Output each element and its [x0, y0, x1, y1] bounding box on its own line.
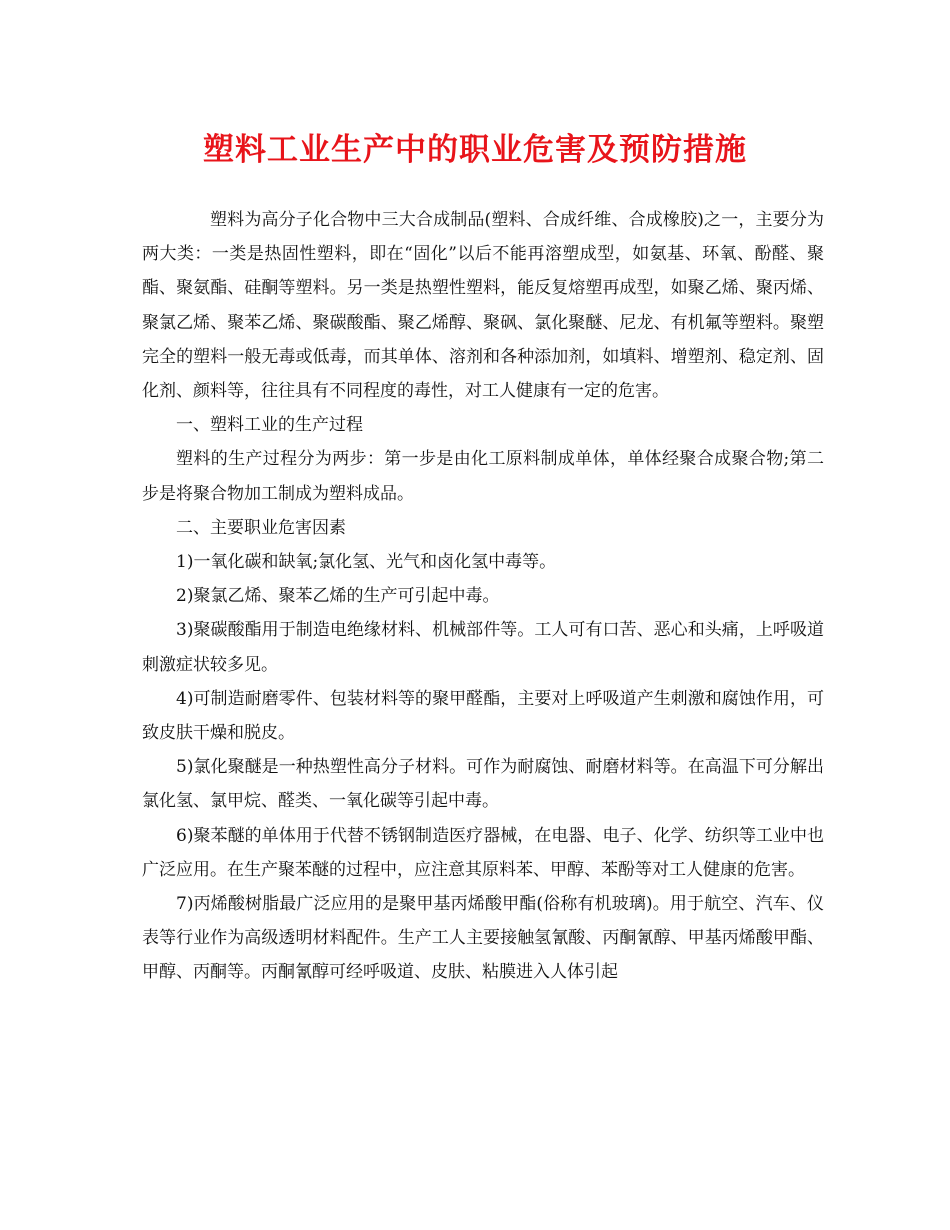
hazard-item-3: 3)聚碳酸酯用于制造电绝缘材料、机械部件等。工人可有口苦、恶心和头痛，上呼吸道刺激症状较多见。: [142, 620, 824, 675]
hazard-item-1: 1)一氧化碳和缺氧;氯化氢、光气和卤化氢中毒等。: [176, 552, 557, 573]
hazard-item-4: 4)可制造耐磨零件、包装材料等的聚甲醛酯，主要对上呼吸道产生刺激和腐蚀作用，可致皮肤干燥和脱皮。: [142, 688, 824, 744]
document-title: 塑料工业生产中的职业危害及预防措施: [203, 132, 747, 168]
paragraph-production: 塑料的生产过程分为两步：第一步是由化工原料制成单体，单体经聚合成聚合物;第二步是将聚合物加工制成为塑料成品。: [142, 449, 824, 504]
document-body: [142, 203, 824, 990]
hazard-item-6: 6)聚苯醚的单体用于代替不锈钢制造医疗器械，在电器、电子、化学、纺织等工业中也广泛应用。在生产聚苯醚的过程中，应注意其原料苯、甲醇、苯酚等对工人健康的危害。: [142, 825, 824, 880]
hazard-item-5: 5)氯化聚醚是一种热塑性高分子材料。可作为耐腐蚀、耐磨材料等。在高温下可分解出氯化氢、氯甲烷、醛类、一氧化碳等引起中毒。: [142, 757, 824, 812]
paragraph-intro: 塑料为高分子化合物中三大合成制品(塑料、合成纤维、合成橡胶)之一，主要分为两大类：一类是热固性塑料，即在“固化”以后不能再溶塑成型，如氨基、环氧、酚醛、聚酯、聚氨酯、硅酮等塑料。另一类是热塑性塑料，能反复熔塑再成型，如聚乙烯、聚丙烯、聚氯乙烯、聚苯乙烯、聚碳酸酯、聚乙烯醇、聚砜、氯化聚醚、尼龙、有机氟等塑料。聚塑完全的塑料一般无毒或低毒，而其单体、溶剂和各种添加剂，如填料、增塑剂、稳定剂、固化剂、颜料等，往往具有不同程度的毒性，对工人健康有一定的危害。: [142, 210, 824, 402]
hazard-item-2: 2)聚氯乙烯、聚苯乙烯的生产可引起中毒。: [176, 586, 500, 607]
section-heading-production: 一、塑料工业的生产过程: [176, 415, 363, 436]
hazard-item-7: 7)丙烯酸树脂最广泛应用的是聚甲基丙烯酸甲酯(俗称有机玻璃)。用于航空、汽车、仪表等行业作为高级透明材料配件。生产工人主要接触氢氰酸、丙酮氰醇、甲基丙烯酸甲酯、甲醇、丙酮等。丙酮氰醇可经呼吸道、皮肤、粘膜进入人体引起: [142, 894, 824, 983]
section-heading-hazards: 二、主要职业危害因素: [176, 517, 346, 538]
